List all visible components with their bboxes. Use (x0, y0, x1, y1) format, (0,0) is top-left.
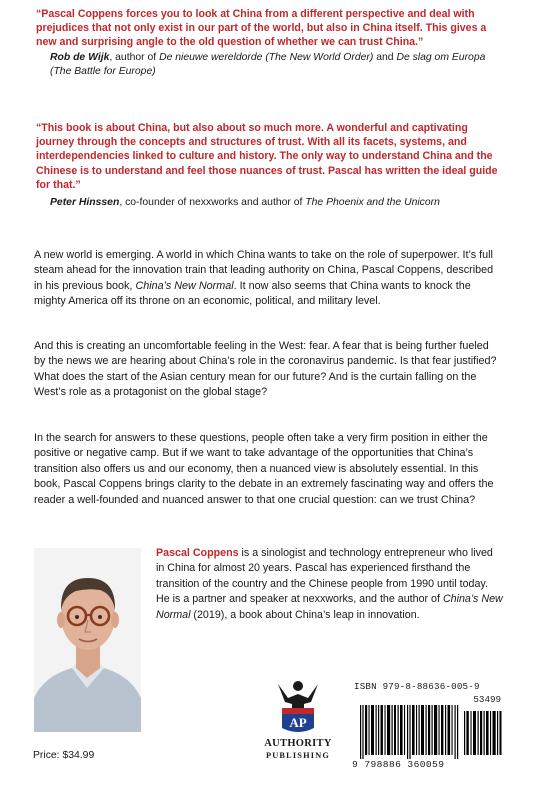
barcode-addon-bars-icon (464, 705, 502, 755)
price-label: Price: $34.99 (33, 750, 95, 761)
attribution-text: , author of (109, 52, 160, 63)
bio-text: is a sinologist and technology entrepreneur who lived in China for almost 20 years. Pascal has experienced firsthand the transition of the country and the Chinese people from 1990 until today. He is a partner and speaker at nexxworks, and the author of (156, 547, 493, 606)
quote-author: Rob de Wijk (50, 52, 110, 63)
barcode-addon-digits: 53499 (473, 694, 501, 705)
author-photo (34, 548, 141, 732)
isbn-text: ISBN 979-8-88636-005-9 (354, 681, 480, 692)
work-title: De nieuwe wereldorde (The New World Order) (159, 52, 374, 63)
attribution-text: and (373, 52, 397, 63)
book-title: China’s New Normal (135, 279, 234, 292)
blurb-text: . It now also seems that China wants to knock the mighty America off its throne on an economic, political, and military level. (34, 279, 471, 308)
bio-text: (2019), a book about China’s leap in innovation. (190, 608, 420, 621)
blurb-paragraph-2: And this is creating an uncomfortable feeling in the West: fear. A fear that is being further fueled by the news we are hearing about China’s role in the coronavirus pandemic. Is that fear justified? What does the start of the Asian century mean for our future? And is the curtain falling on the West’s role as a protagonist on the global stage? (34, 340, 497, 399)
barcode-digits: 9 798886 360059 (352, 759, 445, 770)
quote-peter-hinssen: “This book is about China, but also about so much more. A wonderful and captivating journey through the concepts and structures of trust. With all its facets, systems, and interdependencies linked to culture and history. The only way to understand China and the Chinese is to understand and feel those nuances of trust. Pascal has written the ideal guide for that.” (36, 122, 498, 191)
author-bio (156, 546, 504, 623)
quote-attribution-peter-hinssen (50, 196, 510, 210)
quote-attribution-rob-de-wijk (50, 51, 500, 78)
book-title: China’s New Normal (156, 593, 503, 621)
publisher-name-line1: AUTHORITY (264, 738, 332, 749)
publisher-mark: AP (289, 715, 307, 730)
quote-author: Peter Hinssen (50, 197, 120, 208)
blurb-paragraph-3: In the search for answers to these questions, people often take a very firm position in either the positive or negative camp. But if we want to take advantage of the opportunities that China’s transition also offers us and our economy, then a nuanced view is absolutely essential. In this book, Pascal Coppens brings clarity to the debate in an extremely fascinating way and offers the reader a well-founded and nuanced answer to that one crucial question: can we trust China? (34, 432, 494, 506)
barcode-bars-icon (360, 705, 460, 759)
publisher-name-line2: PUBLISHING (265, 751, 331, 760)
author-name: Pascal Coppens (156, 547, 239, 559)
blurb-text: A new world is emerging. A world in which China wants to take on the role of superpower. It’s full steam ahead for the innovation train that leading authority on China, Pascal Coppens, described in his previous book, (34, 249, 494, 292)
work-title: The Phoenix and the Unicorn (305, 197, 440, 208)
publisher-emblem-icon (256, 676, 340, 738)
attribution-text: , co-founder of nexxworks and author of (119, 197, 306, 208)
work-title: De slag om Europa (The Battle for Europe) (50, 52, 486, 77)
blurb-paragraph-1 (34, 248, 502, 310)
isbn-barcode (352, 681, 504, 773)
quote-rob-de-wijk: “Pascal Coppens forces you to look at China from a different perspective and deal with prejudices that not only exist in our part of the world, but also in China itself. This gives a new and surprising angle to the old question of whether we can trust China.” (36, 8, 487, 49)
publisher-logo (256, 676, 340, 780)
